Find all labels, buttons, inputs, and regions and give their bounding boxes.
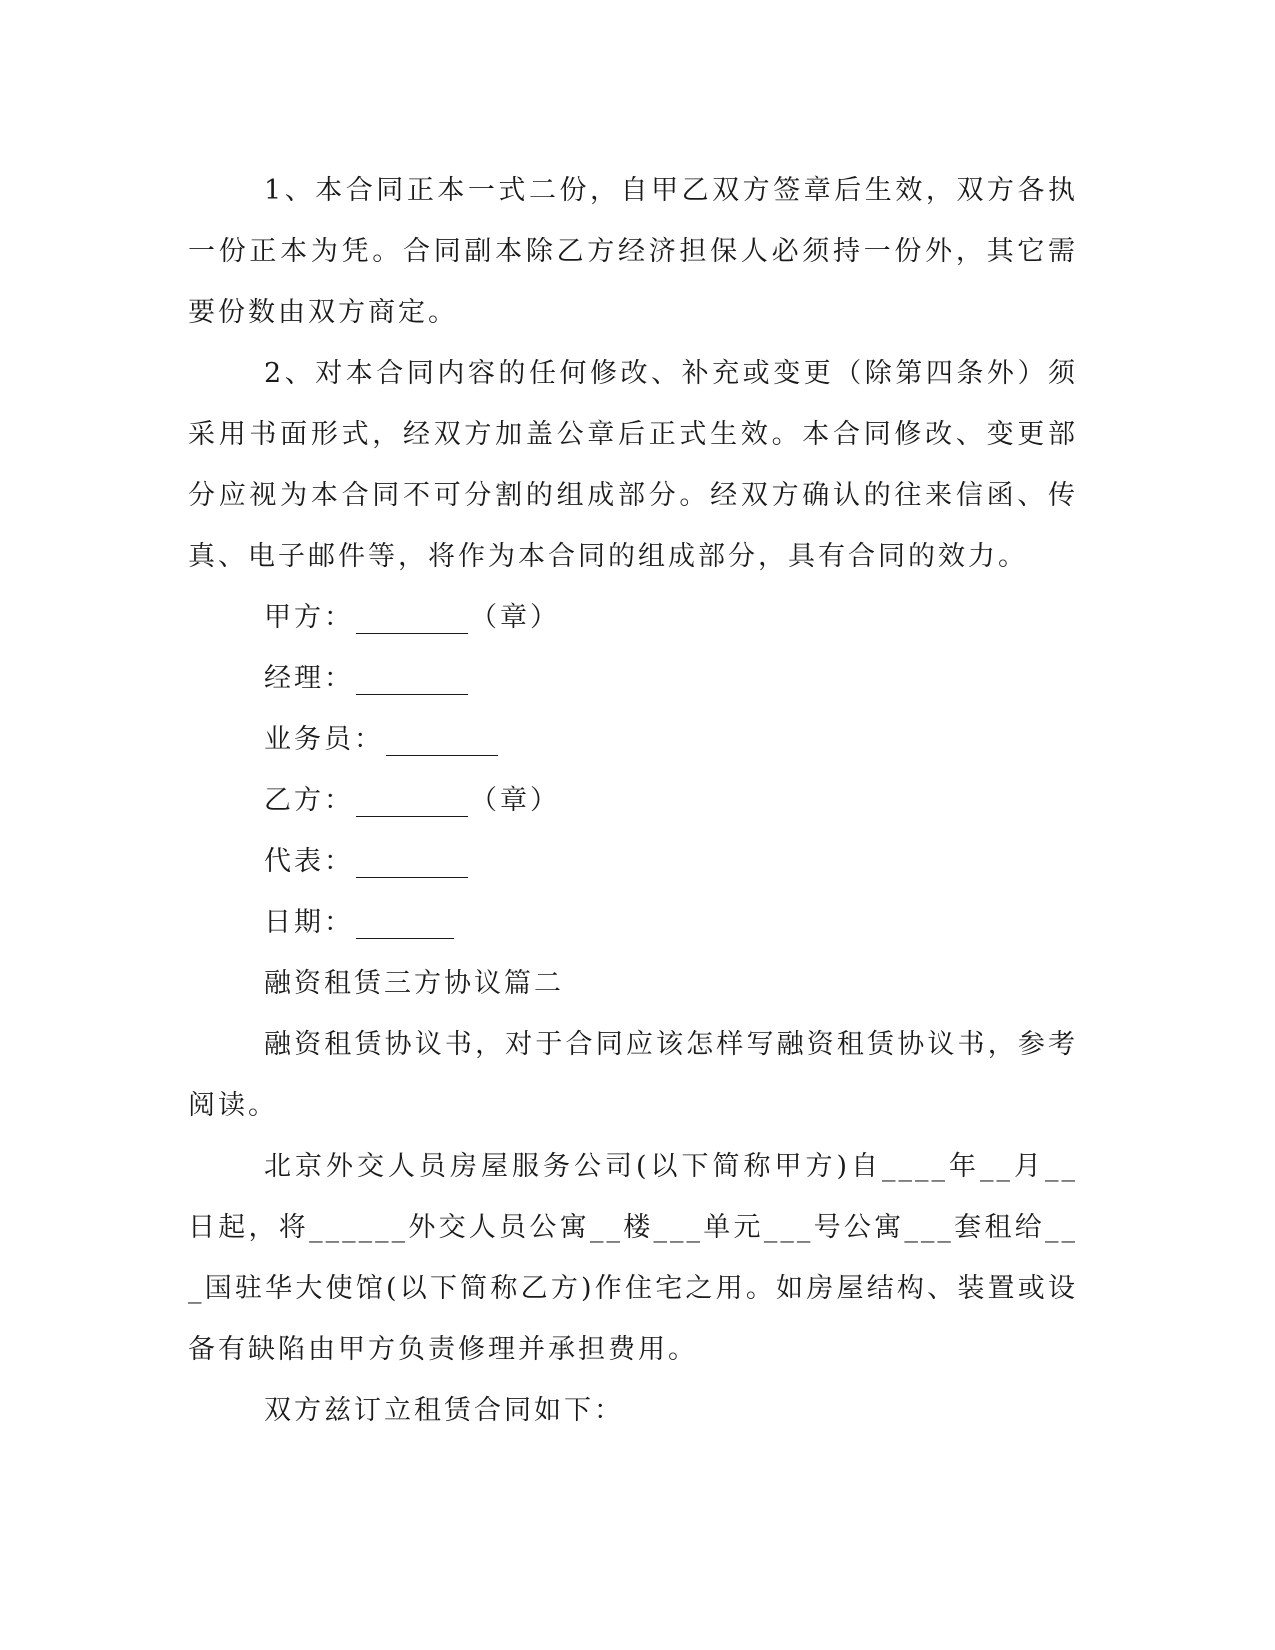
representative-label: 代表：: [264, 846, 354, 877]
date-label: 日期：: [264, 907, 354, 938]
party-a-seal-label: （章）: [470, 602, 560, 633]
manager-signature-line: [188, 648, 1078, 709]
manager-blank: [356, 664, 468, 695]
document-body: [188, 160, 1078, 1441]
clerk-blank: [386, 725, 498, 756]
lease-paragraph: 北京外交人员房屋服务公司(以下简称甲方)自____年__月__日起，将______外交人员公寓__楼___单元___号公寓___套租给___国驻华大使馆(以下简称乙方)作住宅之用。如房屋结构、装置或设备有缺陷由甲方负责修理并承担费用。: [188, 1151, 1078, 1365]
section-title: 融资租赁三方协议篇二: [264, 968, 564, 999]
representative-blank: [356, 847, 468, 878]
party-a-signature-line: [188, 587, 1078, 648]
clause-2: 2、对本合同内容的任何修改、补充或变更（除第四条外）须采用书面形式，经双方加盖公章后正式生效。本合同修改、变更部分应视为本合同不可分割的组成部分。经双方确认的往来信函、传真、电子邮件等，将作为本合同的组成部分，具有合同的效力。: [188, 358, 1078, 572]
closing-paragraph: 双方兹订立租赁合同如下：: [264, 1395, 624, 1426]
party-b-seal-label: （章）: [470, 785, 560, 816]
party-a-blank: [356, 603, 468, 634]
party-b-signature-line: [188, 770, 1078, 831]
party-b-blank: [356, 786, 468, 817]
clause-1: 1、本合同正本一式二份，自甲乙双方签章后生效，双方各执一份正本为凭。合同副本除乙方经济担保人必须持一份外，其它需要份数由双方商定。: [188, 175, 1078, 328]
party-b-label: 乙方：: [264, 785, 354, 816]
clerk-signature-line: [188, 709, 1078, 770]
manager-label: 经理：: [264, 663, 354, 694]
intro-paragraph: 融资租赁协议书，对于合同应该怎样写融资租赁协议书，参考阅读。: [188, 1029, 1078, 1121]
date-blank: [356, 908, 454, 939]
party-a-label: 甲方：: [264, 602, 354, 633]
date-line: [188, 892, 1078, 953]
representative-signature-line: [188, 831, 1078, 892]
clerk-label: 业务员：: [264, 724, 384, 755]
